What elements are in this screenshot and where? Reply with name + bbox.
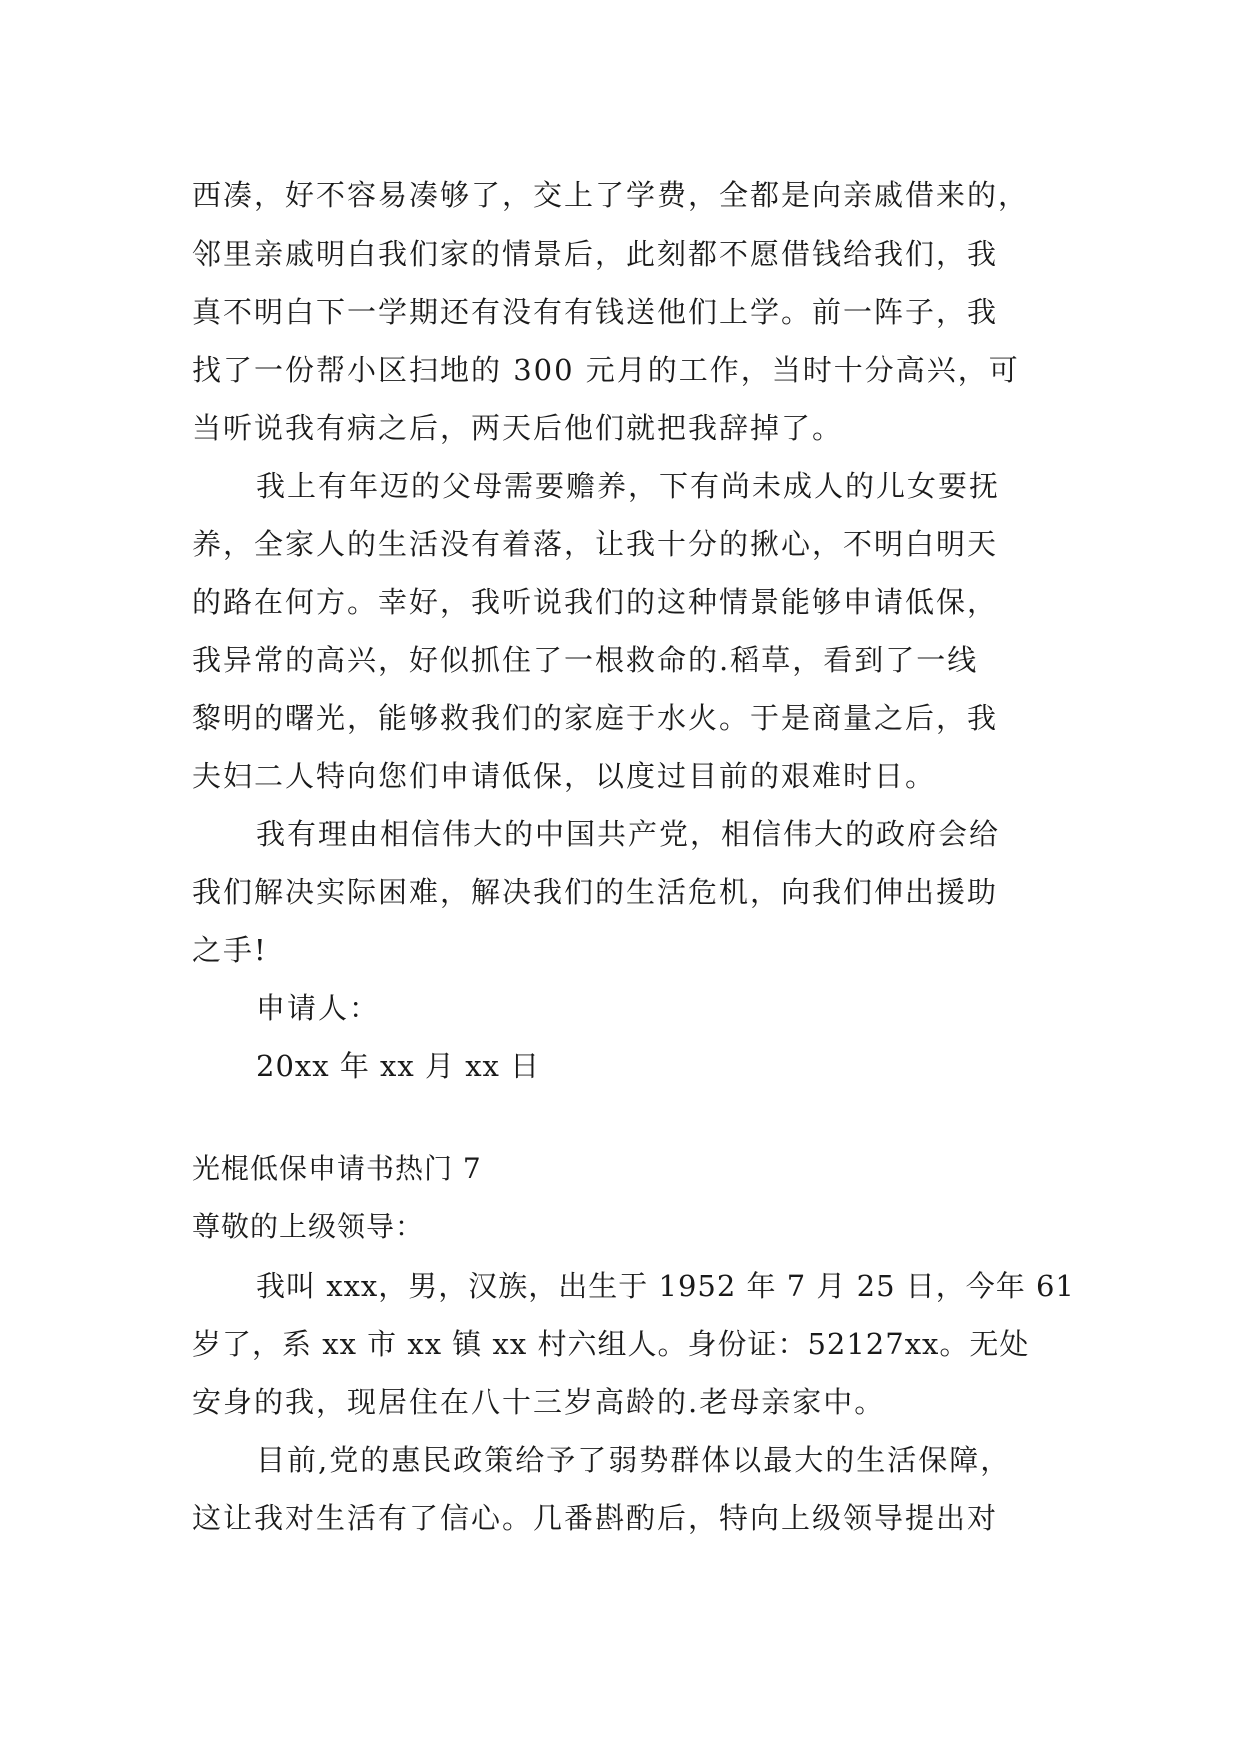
- salutation: 尊敬的上级领导：: [192, 1210, 425, 1243]
- text-line: 西凑，好不容易凑够了，交上了学费，全都是向亲戚借来的，: [192, 178, 1030, 212]
- paragraph-start: 我叫 xxx，男，汉族，出生于 1952 年 7 月 25 日，今年 61: [256, 1269, 1075, 1303]
- text-line: 我们解决实际困难，解决我们的生活危机，向我们伸出援助: [192, 875, 999, 909]
- text-line: 找了一份帮小区扫地的 300 元月的工作，当时十分高兴，可: [192, 353, 1020, 387]
- paragraph-start: 目前,党的惠民政策给予了弱势群体以最大的生活保障，: [256, 1443, 1012, 1477]
- text-line: 安身的我，现居住在八十三岁高龄的.老母亲家中。: [192, 1385, 886, 1419]
- text-line: 岁了，系 xx 市 xx 镇 xx 村六组人。身份证：52127xx。无处: [192, 1327, 1030, 1361]
- text-line: 邻里亲戚明白我们家的情景后，此刻都不愿借钱给我们，我: [192, 237, 999, 271]
- text-line: 之手!: [192, 933, 268, 967]
- text-line: 养，全家人的生活没有着落，让我十分的揪心，不明白明天: [192, 527, 999, 561]
- text-line: 我异常的高兴，好似抓住了一根救命的.稻草，看到了一线: [192, 643, 979, 677]
- text-line: 的路在何方。幸好，我听说我们的这种情景能够申请低保，: [192, 585, 999, 619]
- applicant-label: 申请人：: [256, 991, 381, 1025]
- text-line: 黎明的曙光，能够救我们的家庭于水火。于是商量之后，我: [192, 701, 999, 735]
- text-line: 当听说我有病之后，两天后他们就把我辞掉了。: [192, 411, 844, 445]
- section-title: 光棍低保申请书热门 7: [192, 1152, 482, 1185]
- paragraph-start: 我有理由相信伟大的中国共产党，相信伟大的政府会给: [256, 817, 1001, 851]
- date-line: 20xx 年 xx 月 xx 日: [256, 1049, 541, 1083]
- paragraph-start: 我上有年迈的父母需要赡养，下有尚未成人的儿女要抚: [256, 469, 1001, 503]
- text-line: 这让我对生活有了信心。几番斟酌后，特向上级领导提出对: [192, 1501, 999, 1535]
- text-line: 夫妇二人特向您们申请低保，以度过目前的艰难时日。: [192, 759, 937, 793]
- text-line: 真不明白下一学期还有没有有钱送他们上学。前一阵子，我: [192, 295, 999, 329]
